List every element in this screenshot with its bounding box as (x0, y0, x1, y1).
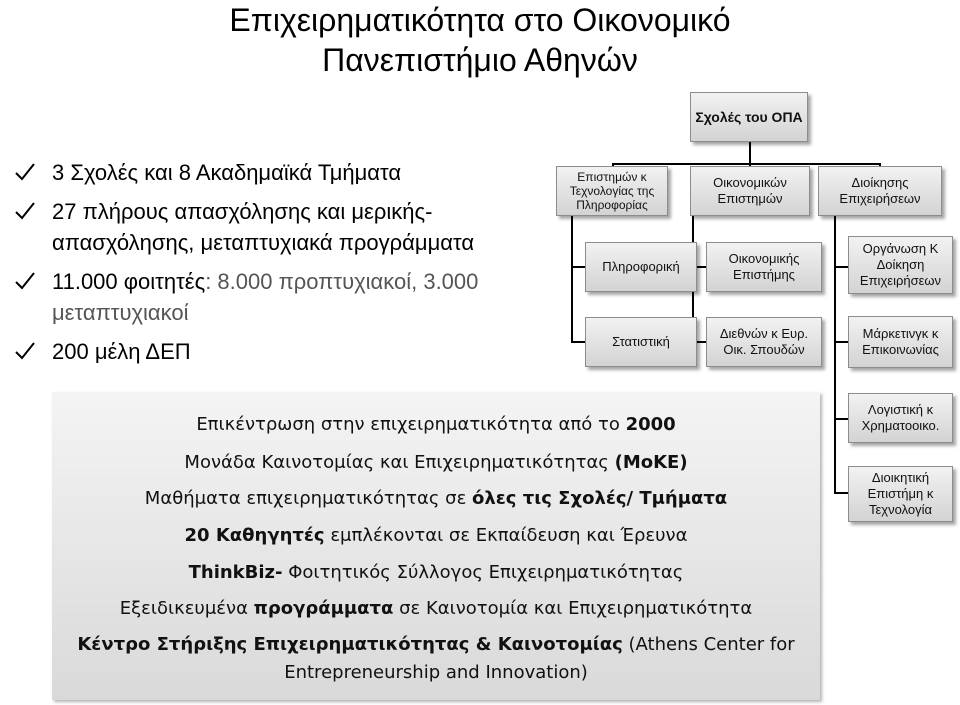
bullet-text: : 8.000 προπτυχιακοί, 3.000 μεταπτυχιακοί (52, 269, 479, 325)
checkmark-icon (14, 270, 36, 292)
dept-label: Οργάνωση Κ Δοίκηση Επιχειρήσεων (859, 241, 942, 288)
panel-text-bold: όλες τις Σχολές/ Τμήματα (472, 488, 728, 509)
dept-label: Στατιστική (612, 334, 670, 349)
connector-line (834, 216, 836, 494)
dept-label: Διοικητική Επιστήμη κ Τεχνολογία (867, 470, 934, 517)
panel-row (52, 632, 820, 658)
dept-label: Οικονομικής Επιστήμης (728, 251, 800, 282)
panel-text-bold: (ΜοΚΕ) (614, 452, 688, 473)
slide-title (150, 0, 810, 80)
panel-text-bold: 2000 (625, 414, 676, 435)
panel-text-bold: προγράμματα (253, 598, 394, 619)
panel-text: εμπλέκονται σε Εκπαίδευση και Έρευνα (324, 525, 688, 546)
connector-line (612, 163, 880, 165)
school-box-it (556, 166, 668, 216)
bullet-list (14, 157, 554, 375)
panel-text: Μαθήματα επιχειρηματικότητας σε (144, 488, 473, 509)
org-root-label: Σχολές του ΟΠΑ (695, 109, 803, 125)
panel-row (52, 412, 820, 438)
panel-text: Entrepreneurship and Innovation) (284, 662, 588, 683)
bullet-item (14, 157, 554, 188)
dept-label: Πληροφορική (602, 259, 680, 274)
title-line-2: Πανεπιστήμιο Αθηνών (322, 42, 638, 78)
dept-box (585, 242, 697, 292)
connector-line (571, 216, 573, 342)
panel-row (52, 523, 820, 549)
title-line-1: Επιχειρηματικότητα στο Οικονομικό (229, 2, 731, 38)
dept-label: Διεθνών κ Ευρ. Οικ. Σπουδών (719, 326, 809, 357)
connector-line (834, 266, 848, 268)
bullet-text: 3 Σχολές και 8 Ακαδημαϊκά Τμήματα (52, 160, 402, 185)
panel-row (52, 486, 820, 512)
panel-text-bold: 20 Καθηγητές (184, 525, 325, 546)
school-box-economics (690, 166, 810, 216)
dept-box (706, 242, 822, 292)
connector-line (834, 341, 848, 343)
connector-line (571, 266, 585, 268)
panel-text: Εξειδικευμένα (119, 598, 254, 619)
school-label: Επιστημών κ Τεχνολογίας της Πληροφορίας (569, 170, 655, 212)
panel-text-bold: Κέντρο Στήριξης Επιχειρηματικότητας & Καινοτομίας (77, 634, 623, 655)
panel-row (52, 660, 820, 686)
panel-text: Επικέντρωση στην επιχειρηματικότητα από το (196, 414, 626, 435)
panel-text: Μονάδα Καινοτομίας και Επιχειρηματικότητας (184, 452, 615, 473)
school-label: Οικονομικών Επιστημών (713, 175, 787, 206)
school-label: Διοίκησης Επιχειρήσεων (839, 175, 921, 206)
connector-line (571, 341, 585, 343)
checkmark-icon (14, 200, 36, 222)
dept-box (706, 317, 822, 367)
dept-box (848, 236, 953, 294)
connector-line (749, 141, 751, 165)
bullet-prefix: 11.000 φοιτητές (52, 269, 206, 294)
school-box-business (818, 166, 942, 216)
panel-text-bold: ThinkBiz- (188, 562, 283, 583)
panel-row (52, 596, 820, 622)
bullet-item (14, 196, 554, 258)
dept-label: Μάρκετινγκ κ Επικοινωνίας (862, 326, 939, 357)
panel-text: (Athens Center for (622, 634, 795, 655)
panel-text: Φοιτητικός Σύλλογος Επιχειρηματικότητας (282, 562, 684, 583)
dept-box (585, 317, 697, 367)
checkmark-icon (14, 161, 36, 183)
panel-row (52, 560, 820, 586)
checkmark-icon (14, 340, 36, 362)
dept-label: Λογιστική κ Χρηματοοικο. (861, 402, 940, 433)
dept-box (848, 466, 953, 522)
org-root-box (690, 92, 808, 142)
dept-box (848, 393, 953, 443)
entrepreneurship-panel (52, 392, 820, 700)
panel-row (52, 450, 820, 476)
bullet-text: 200 μέλη ΔΕΠ (52, 339, 191, 364)
bullet-item (14, 336, 554, 367)
dept-box (848, 316, 953, 368)
connector-line (834, 492, 848, 494)
panel-text: σε Καινοτομία και Επιχειρηματικότητα (393, 598, 753, 619)
bullet-item (14, 266, 554, 328)
bullet-text: 27 πλήρους απασχόλησης και μερικής-απασχόλησης, μεταπτυχιακά προγράμματα (52, 199, 475, 255)
connector-line (834, 418, 848, 420)
